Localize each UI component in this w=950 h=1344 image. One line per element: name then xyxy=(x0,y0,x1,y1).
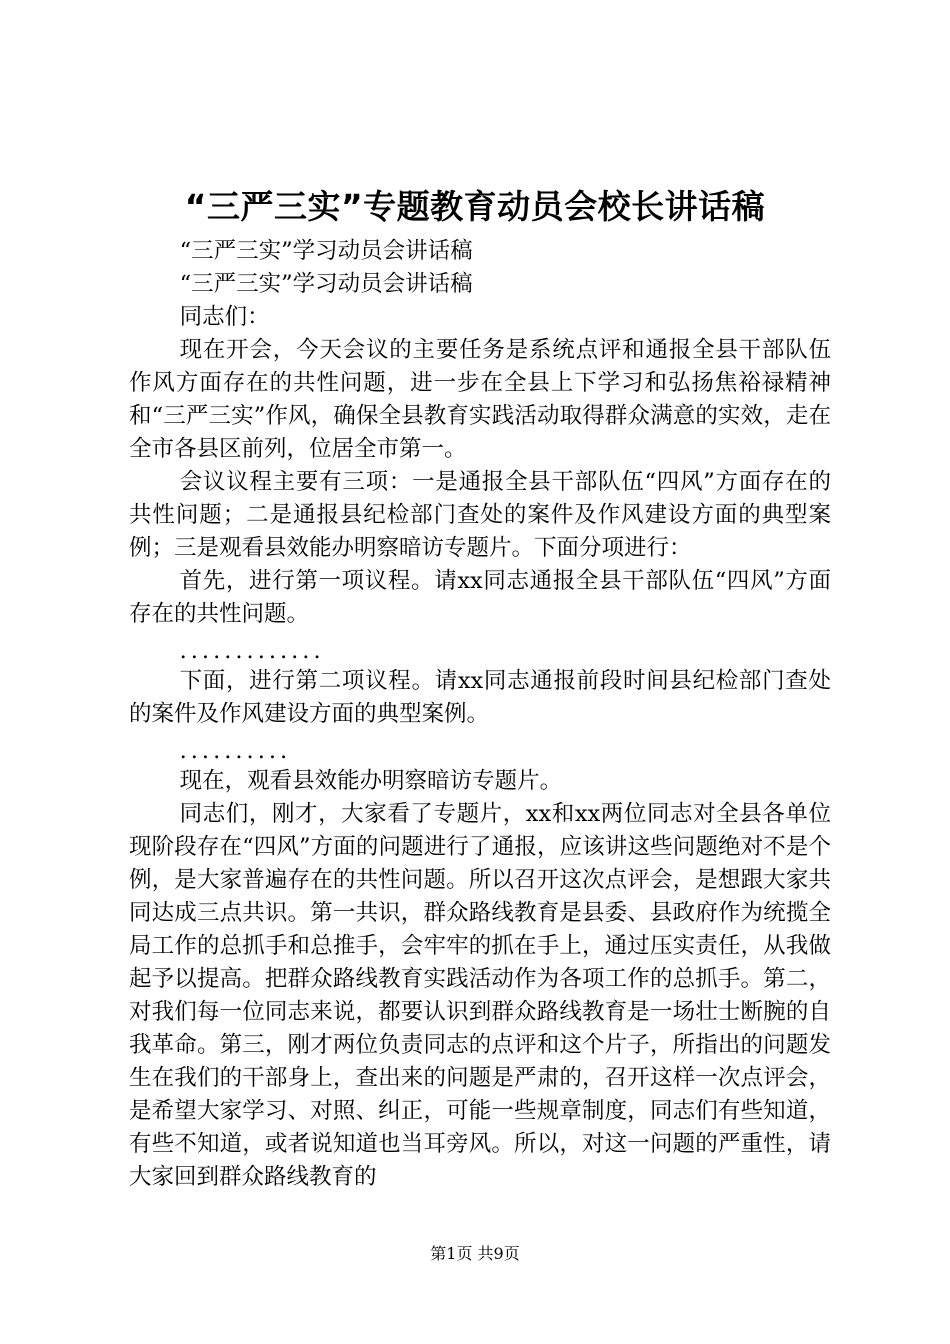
subtitle-line-1: “三严三实”学习动员会讲话稿 xyxy=(179,238,473,264)
salutation: 同志们： xyxy=(179,304,270,330)
subtitle-line-2: “三严三实”学习动员会讲话稿 xyxy=(179,271,473,297)
paragraph-item-2: 下面，进行第二项议程。请xx同志通报前段时间县纪检部门查处的案件及作风建设方面的典型案例。 xyxy=(129,668,831,727)
paragraph-opening: 现在开会，今天会议的主要任务是系统点评和通报全县干部队伍作风方面存在的共性问题，进一步在全县上下学习和弘扬焦裕禄精神和“三严三实”作风，确保全县教育实践活动取得群众满意的实效，走在全市各县区前列，位居全市第一。 xyxy=(129,337,831,462)
document-title: “三严三实”专题教育动员会校长讲话稿 xyxy=(184,187,766,226)
document-body xyxy=(129,235,831,1194)
ellipsis-divider-2: .......... xyxy=(179,738,292,764)
ellipsis-divider-1: ............. xyxy=(179,638,325,664)
paragraph-item-1: 首先，进行第一项议程。请xx同志通报全县干部队伍“四风”方面存在的共性问题。 xyxy=(129,568,831,627)
page-footer: 第1页 共9页 xyxy=(430,1244,520,1263)
paragraph-item-3: 现在，观看县效能办明察暗访专题片。 xyxy=(179,768,563,794)
paragraph-agenda: 会议议程主要有三项：一是通报全县干部队伍“四风”方面存在的共性问题；二是通报县纪检部门查处的案件及作风建设方面的典型案例；三是观看县效能办明察暗访专题片。下面分项进行： xyxy=(129,469,831,561)
paragraph-main: 同志们，刚才，大家看了专题片，xx和xx两位同志对全县各单位现阶段存在“四风”方面的问题进行了通报，应该讲这些问题绝对不是个例，是大家普遍存在的共性问题。所以召开这次点评会，是想跟大家共同达成三点共识。第一共识，群众路线教育是县委、县政府作为统揽全局工作的总抓手和总推手，会牢牢的抓在手上，通过压实责任，从我做起予以提高。把群众路线教育实践活动作为各项工作的总抓手。第二，对我们每一位同志来说，都要认识到群众路线教育是一场壮士断腕的自我革命。第三，刚才两位负责同志的点评和这个片子，所指出的问题发生在我们的干部身上，查出来的问题是严肃的，召开这样一次点评会，是希望大家学习、对照、纠正，可能一些规章制度，同志们有些知道，有些不知道，或者说知道也当耳旁风。所以，对这一问题的严重性，请大家回到群众路线教育的 xyxy=(129,801,831,1190)
